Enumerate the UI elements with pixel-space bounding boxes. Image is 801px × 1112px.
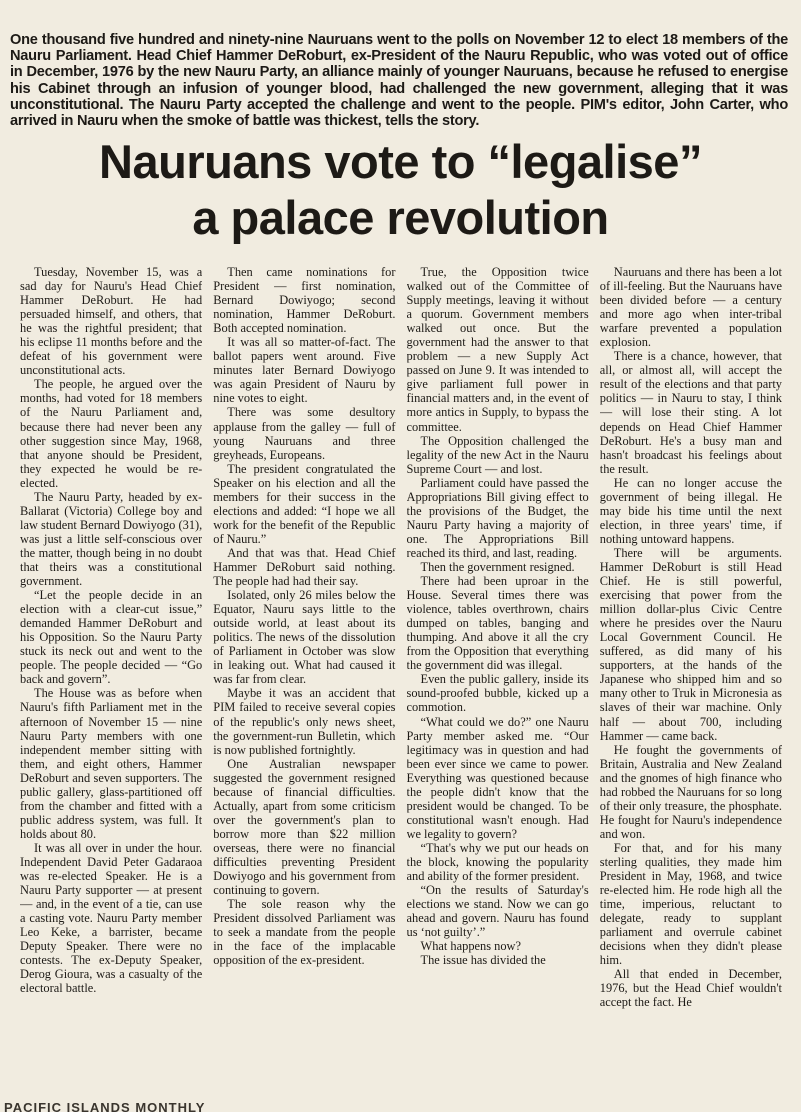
article-paragraph: The Opposition challenged the legality of the new Act in the Nauru Supreme Court — and lost. (406, 433, 589, 476)
article-column-1 (20, 265, 202, 1095)
article-paragraph: There had been uproar in the House. Several times there was violence, tables overthrown, chairs dumped on tables, banging and thumping. And above it all the cry from the Opposition that everything the government did was illegal. (406, 574, 589, 673)
article-paragraph: Then came nominations for President — first nomination, Bernard Dowiyogo; second nomination, Hammer DeRoburt. Both accepted nomination. (213, 265, 396, 336)
article-paragraph: Then the government resigned. (420, 559, 575, 574)
article-paragraph: True, the Opposition twice walked out of the Committee of Supply meetings, leaving it without a quorum. Government members walked out once. But the government had the answer to that problem — a new Supply Act passed on June 9. It was intended to give parliament full power in financial matters and, in the event of more antics in Supply, to bypass the committee. (406, 265, 589, 434)
article-paragraph: Parliament could have passed the Appropriations Bill giving effect to the provisions of the Budget, the Nauru Party having a majority of one. The Appropriations Bill reached its third, and last, reading. (406, 475, 589, 560)
article-paragraph: He fought the governments of Britain, Australia and New Zealand and the gnomes of high finance who had robbed the Nauruans for so long of their only treasure, the phosphate. He fought for Nauru's independence and won. (599, 742, 782, 841)
article-paragraph: “Let the people decide in an election with a clear-cut issue,” demanded Hammer DeRoburt and his Opposition. So the Nauru Party stuck its neck out and went to the people. The people decided — “Go back and govern”. (20, 588, 203, 687)
article-paragraph: There will be arguments. Hammer DeRoburt is still Head Chief. He is still powerful, exercising that power from the million dollar-plus Civic Centre where he presides over the Nauru Local Government Council. He suffered, as did many of his supporters, at the hands of the Japanese who shipped him and so many other to Truk in Micronesia as slaves of their war machine. Only half — about 700, including Hammer — came back. (599, 545, 782, 743)
article-paragraph: Tuesday, November 15, was a sad day for Nauru's Head Chief Hammer DeRoburt. He had persuaded himself, and others, that he was the rightful president; that his eclipse 11 months before and the defeat of his government were unconstitutional acts. (20, 265, 203, 378)
headline-line-1: Nauruans vote to “legalise” (99, 135, 702, 188)
article-paragraph: He can no longer accuse the government of being illegal. He may bide his time until the next election, in three years' time, if nothing untoward happens. (599, 475, 782, 546)
article-paragraph: The Nauru Party, headed by ex-Ballarat (Victoria) College boy and law student Bernard Dowiyogo (31), was just a little self-conscious over the matter, though being in no doubt that theirs was a constitutional government. (20, 489, 203, 589)
article-paragraph: The people, he argued over the months, had voted for 18 members of the Nauru Parliament and, because there had never been any other suggestion since May, 1968, that anyone should be President, they expected he would be re-elected. (20, 377, 203, 490)
article-paragraph: There is a chance, however, that all, or almost all, will accept the result of the elections and that party politics — in Nauru to stay, I think — will lose their sting. A lot depends on Head Chief Hammer DeRoburt. He's a busy man and hasn't broadcast his feelings about the result. (599, 349, 782, 476)
article-paragraph: “What could we do?” one Nauru Party member asked me. “Our legitimacy was in question and had been ever since we came to power. Everything was questioned because the people didn't know that the president would be changed. To be constitutional wasn't enough. Had we legality to govern? (406, 714, 589, 841)
article-paragraph: All that ended in December, 1976, but the Head Chief wouldn't accept the fact. He (599, 967, 782, 1010)
article-paragraph: And that was that. Head Chief Hammer DeRoburt said nothing. The people had had their say. (213, 545, 396, 589)
article-paragraph: It was all so matter-of-fact. The ballot papers went around. Five minutes later Bernard Dowiyogo was again President of Nauru by nine votes to eight. (213, 335, 396, 406)
article-paragraph: Maybe it was an accident that PIM failed to receive several copies of the republic's only news sheet, the government-run Bulletin, which is now published fortnightly. (213, 686, 396, 757)
article-column-4 (600, 265, 782, 1095)
article-paragraph: “That's why we put our heads on the block, knowing the popularity and ability of the former president. (406, 840, 589, 884)
article-paragraph: Isolated, only 26 miles below the Equator, Nauru says little to the outside world, at least about its politics. The news of the dissolution of Parliament in October was slow in leaking out. What had caused it was far from clear. (213, 588, 396, 687)
headline (0, 134, 801, 246)
article-paragraph: Even the public gallery, inside its sound-proofed bubble, kicked up a commotion. (406, 672, 589, 715)
article-paragraph: The president congratulated the Speaker on his election and all the members for their success in the elections and added: “I hope we all work for the benefit of the Republic of Nauru.” (213, 461, 396, 546)
article-paragraph: The House was as before when Nauru's fifth Parliament met in the afternoon of November 15 — nine Nauru Party members with one independent member sitting with them, and eight others, Hammer DeRoburt and seven supporters. The public gallery, glass-partitioned off from the chamber and fitted with a public address system, was full. It holds about 80. (20, 686, 203, 841)
article-paragraph: There was some desultory applause from the galley — full of young Nauruans and three greyheads, Europeans. (213, 405, 396, 462)
article-paragraph: The sole reason why the President dissolved Parliament was to seek a mandate from the people in the face of the implacable opposition of the ex-president. (213, 897, 396, 968)
headline-line-2: a palace revolution (192, 191, 609, 244)
article-paragraph: “On the results of Saturday's elections we stand. Now we can go ahead and govern. Nauru has found us ‘not guilty’.” (406, 883, 589, 940)
article-body (20, 265, 782, 1095)
article-paragraph: The issue has divided the (420, 953, 546, 968)
article-column-3 (407, 265, 589, 1095)
intro-standfirst: One thousand five hundred and ninety-nine Nauruans went to the polls on November 12 to elect 18 members of the Nauru Parliament. Head Chief Hammer DeRoburt, ex-President of the Nauru Republic, who was voted out of office in December, 1976 by the new Nauru Party, an alliance mainly of younger Nauruans, because he refused to energise his Cabinet through an infusion of younger blood, had challenged the new government, alleging that it was unconstitutional. The Nauru Party accepted the challenge and went to the people. PIM's editor, John Carter, who arrived in Nauru when the smoke of battle was thickest, tells the story. (10, 32, 788, 130)
running-footer: PACIFIC ISLANDS MONTHLY (4, 1100, 206, 1112)
article-paragraph: One Australian newspaper suggested the government resigned because of financial difficulties. Actually, apart from some criticism over the government's plan to borrow more than $22 million overseas, there were no financial difficulties preventing President Dowiyogo and his government from continuing to govern. (213, 756, 396, 898)
article-paragraph: What happens now? (420, 939, 521, 954)
article-paragraph: Nauruans and there has been a lot of ill-feeling. But the Nauruans have been divided before — a century and more ago when inter-tribal warfare prevented a population explosion. (599, 265, 782, 350)
article-column-2 (213, 265, 395, 1095)
article-paragraph: It was all over in under the hour. Independent David Peter Gadaraoa was re-elected Speaker. He is a Nauru Party supporter — at present — and, in the event of a tie, can use a casting vote. Nauru Party member Leo Keke, a barrister, became Deputy Speaker. There were no contests. The ex-Deputy Speaker, Derog Gioura, was a casualty of the electoral battle. (20, 840, 203, 996)
article-paragraph: For that, and for his many sterling qualities, they made him President in May, 1968, and twice re-elected him. He rode high all the time, imperious, reluctant to delegate, ready to supplant parliament and overrule cabinet decisions when they didn't please him. (599, 840, 782, 968)
